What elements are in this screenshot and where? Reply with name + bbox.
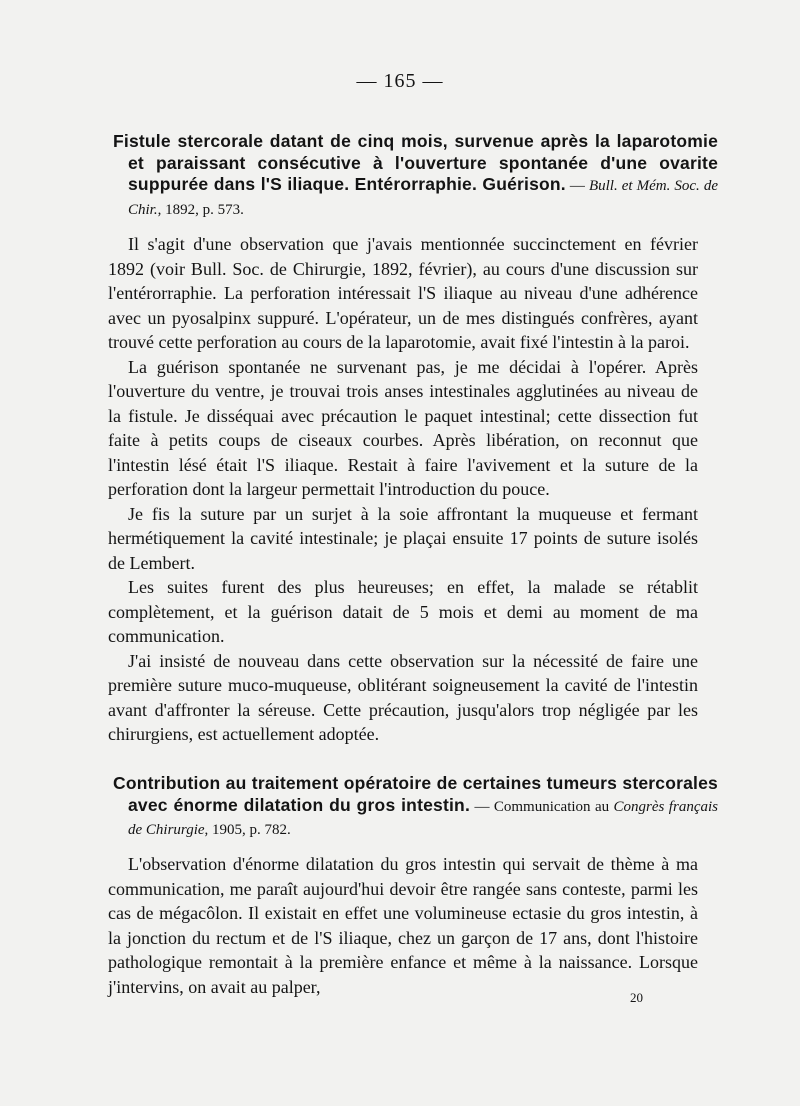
article-2-body <box>108 852 698 999</box>
article-1-title <box>113 131 718 221</box>
article-2-title-text: Contribution au traitement opératoire de certaines tumeurs stercorales avec énorme dilatation du gros intestin. <box>113 773 718 815</box>
article-1-paragraph: Il s'agit d'une observation que j'avais mentionnée succinctement en février 1892 (voir Bull. Soc. de Chirurgie, 1892, février), au cours d'une discussion sur l'entérorraphie. La perforation intéressait l'S iliaque au niveau d'une adhérence avec un pyosalpinx suppuré. L'opérateur, un de mes distingués confrères, ayant trouvé cette perforation au cours de la laparotomie, avait fixé l'intestin à la paroi. <box>108 234 698 352</box>
article-2-title <box>113 773 718 842</box>
article-1-citation-dash: — <box>565 178 589 194</box>
article-1-body <box>108 232 698 747</box>
article-1-paragraph: J'ai insisté de nouveau dans cette observation sur la nécessité de faire une première suture muco-muqueuse, oblitérant soigneusement la cavité de l'intestin avant d'affronter la séreuse. Cette précaution, jusqu'alors trop négligée par les chirurgiens, est actuellement adoptée. <box>108 650 698 744</box>
article-1-title-text: Fistule stercorale datant de cinq mois, survenue après la laparotomie et paraissant consécutive à l'ouverture spontanée d'une ovarite suppurée dans l'S iliaque. Entérorraphie. Guérison. <box>113 131 718 194</box>
signature-mark: 20 <box>630 990 643 1005</box>
article-2-citation-dash: — <box>470 798 494 815</box>
article-1-paragraph: Je fis la suture par un surjet à la soie affrontant la muqueuse et fermant hermétiquement la cavité intestinale; je plaçai ensuite 17 points de suture isolés de Lembert. <box>108 503 698 573</box>
page-number: — 165 — <box>356 70 444 92</box>
article-2-citation-journal: Congrès français de Chirurgie <box>128 798 718 838</box>
article-2-paragraph: L'observation d'énorme dilatation du gros intestin qui servait de thème à ma communication, me paraît aujourd'hui devoir être rangée sans conteste, parmi les cas de mégacôlon. Il existait en effet une volumineuse ectasie du gros intestin, à la jonction du rectum et de l'S iliaque, chez un garçon de 17 ans, dont l'histoire pathologique remontait à la première enfance et même à la naissance. Lorsque j'intervins, on avait au palper, <box>108 854 698 997</box>
article-1-citation-rest: , 1892, p. 573. <box>157 201 244 218</box>
article-1-paragraph: La guérison spontanée ne survenant pas, je me décidai à l'opérer. Après l'ouverture du ventre, je trouvai trois anses intestinales agglutinées au niveau de la fistule. Je disséquai avec précaution le paquet intestinal; cette dissection fut faite à petits coups de ciseaux courbes. Après libération, on reconnut que l'intestin lésé était l'S iliaque. Restait à faire l'avivement et la suture de la perforation dont la largeur permettait l'introduction du pouce. <box>108 356 698 499</box>
article-1-citation-journal: Bull. et Mém. Soc. de Chir. <box>128 178 719 218</box>
article-2-citation-rest: , 1905, p. 782. <box>204 822 291 838</box>
article-1-paragraph: Les suites furent des plus heureuses; en effet, la malade se rétablit complètement, et la guérison datait de 5 mois et demi au moment de ma communication. <box>108 577 698 646</box>
article-2-citation-pre: Communication au <box>493 798 614 815</box>
